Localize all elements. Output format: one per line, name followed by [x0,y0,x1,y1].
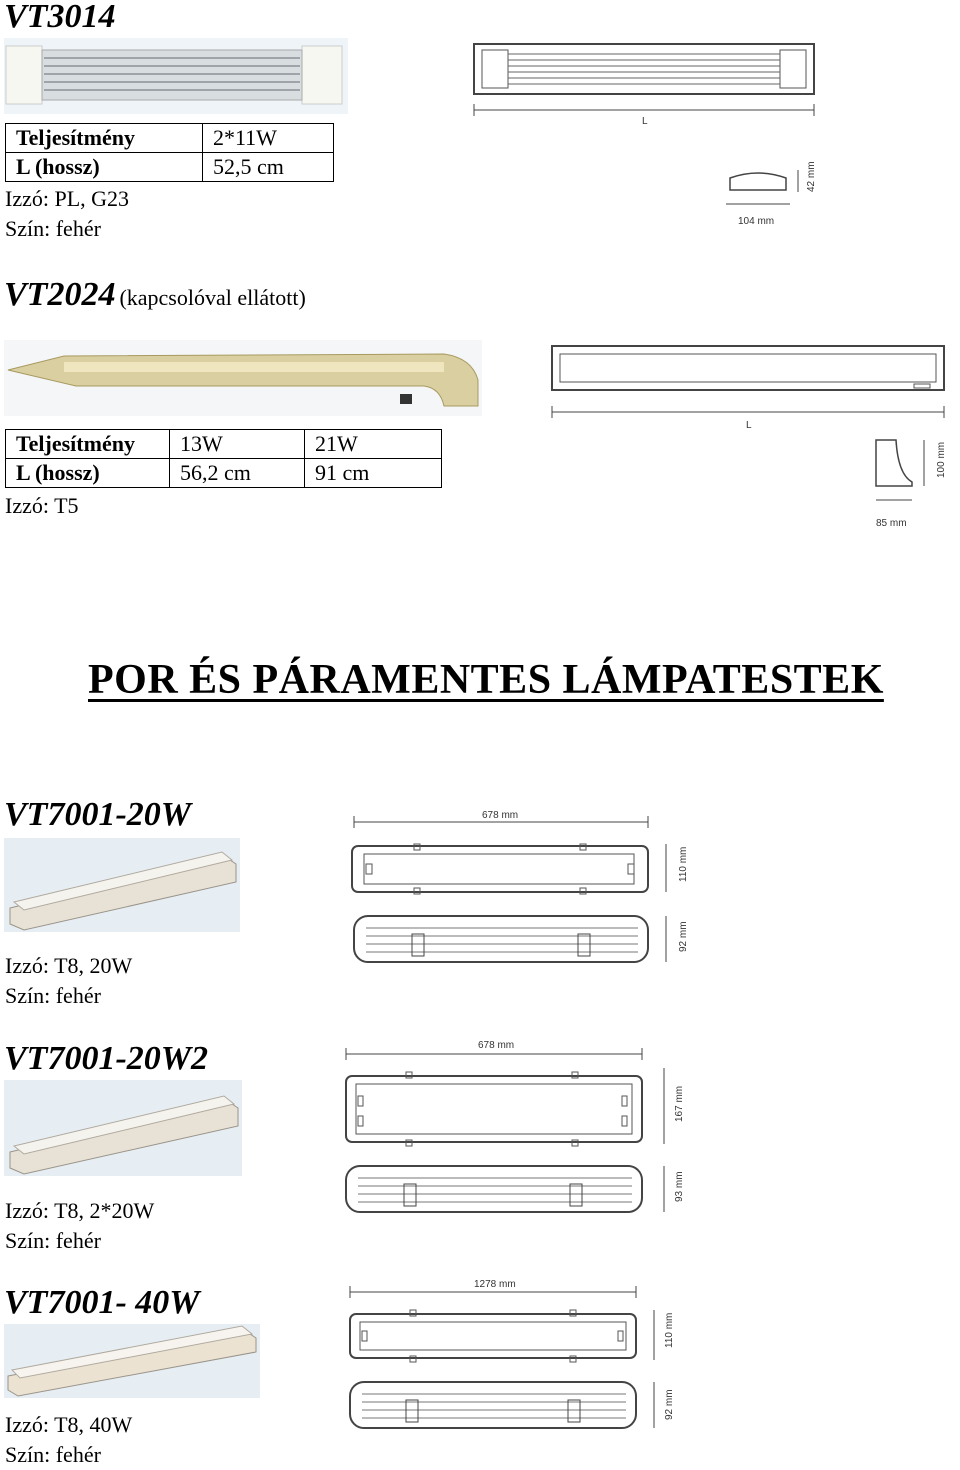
spec-label: Teljesítmény [6,430,170,459]
vt7001-20w2-dim-h1: 167 mm [674,1085,685,1122]
vt3014-bulb: Izzó: PL, G23 [5,186,130,211]
vt7001-20w2-dim-length: 678 mm [478,1040,515,1051]
table-row [6,153,334,182]
vt7001-40w-dim-length: 1278 mm [474,1279,516,1290]
vt7001-20w2-title: VT7001-20W2 [4,1040,208,1077]
vt2024-heading [4,278,306,312]
vt2024-title: VT2024 [4,276,116,313]
vt7001-20w2-dim-h2: 93 mm [674,1171,685,1202]
vt7001-20w2-bulb: Izzó: T8, 2*20W [5,1198,155,1223]
vt2024-bulb: Izzó: T5 [5,493,79,518]
spec-value: 91 cm [305,459,442,488]
spec-value: 56,2 cm [170,459,305,488]
spec-label: Teljesítmény [6,124,203,153]
spec-value: 21W [305,430,442,459]
vt2024-drawing [546,344,952,534]
vt7001-40w-dim-h1: 110 mm [664,1312,675,1348]
vt7001-40w-dim-h2: 92 mm [664,1389,675,1420]
table-row [6,124,334,153]
spec-label: L (hossz) [6,459,170,488]
vt7001-20w-dim-h1: 110 mm [678,846,689,882]
vt7001-20w-color: Szín: fehér [5,983,101,1008]
vt3014-dim-width: 104 mm [738,216,775,227]
table-row [6,430,442,459]
vt2024-dim-height: 100 mm [936,441,947,478]
table-row [6,459,442,488]
vt7001-40w-photo [4,1324,260,1398]
vt7001-40w-color: Szín: fehér [5,1442,101,1467]
vt3014-color: Szín: fehér [5,216,101,241]
vt7001-20w-drawing [348,806,692,974]
vt2024-spec-table [5,429,442,488]
vt7001-20w-dim-h2: 92 mm [678,921,689,952]
vt7001-20w2-color: Szín: fehér [5,1228,101,1253]
vt3014-spec-table [5,123,334,182]
vt3014-drawing [468,40,828,240]
vt3014-title: VT3014 [4,0,116,35]
vt7001-40w-bulb: Izzó: T8, 40W [5,1412,133,1437]
vt7001-20w-photo [4,838,240,932]
spec-value: 52,5 cm [203,153,334,182]
spec-value: 13W [170,430,305,459]
spec-value: 2*11W [203,124,334,153]
spec-label: L (hossz) [6,153,203,182]
vt7001-20w2-drawing [342,1036,692,1220]
vt2024-dim-length: L [746,420,752,431]
vt2024-suffix: (kapcsolóval ellátott) [119,285,306,310]
vt3014-photo [4,38,348,114]
vt7001-20w-title: VT7001-20W [4,796,191,833]
vt7001-20w-dim-length: 678 mm [482,810,519,821]
vt7001-20w-bulb: Izzó: T8, 20W [5,953,133,978]
vt2024-photo [4,340,482,416]
section-heading: POR ÉS PÁRAMENTES LÁMPATESTEK [88,657,884,703]
vt7001-40w-title: VT7001- 40W [4,1284,200,1321]
vt3014-dim-length: L [642,116,648,127]
vt3014-dim-height: 42 mm [806,161,817,192]
vt7001-20w2-photo [4,1080,242,1176]
vt2024-dim-width: 85 mm [876,518,907,529]
vt7001-40w-drawing [346,1276,686,1442]
